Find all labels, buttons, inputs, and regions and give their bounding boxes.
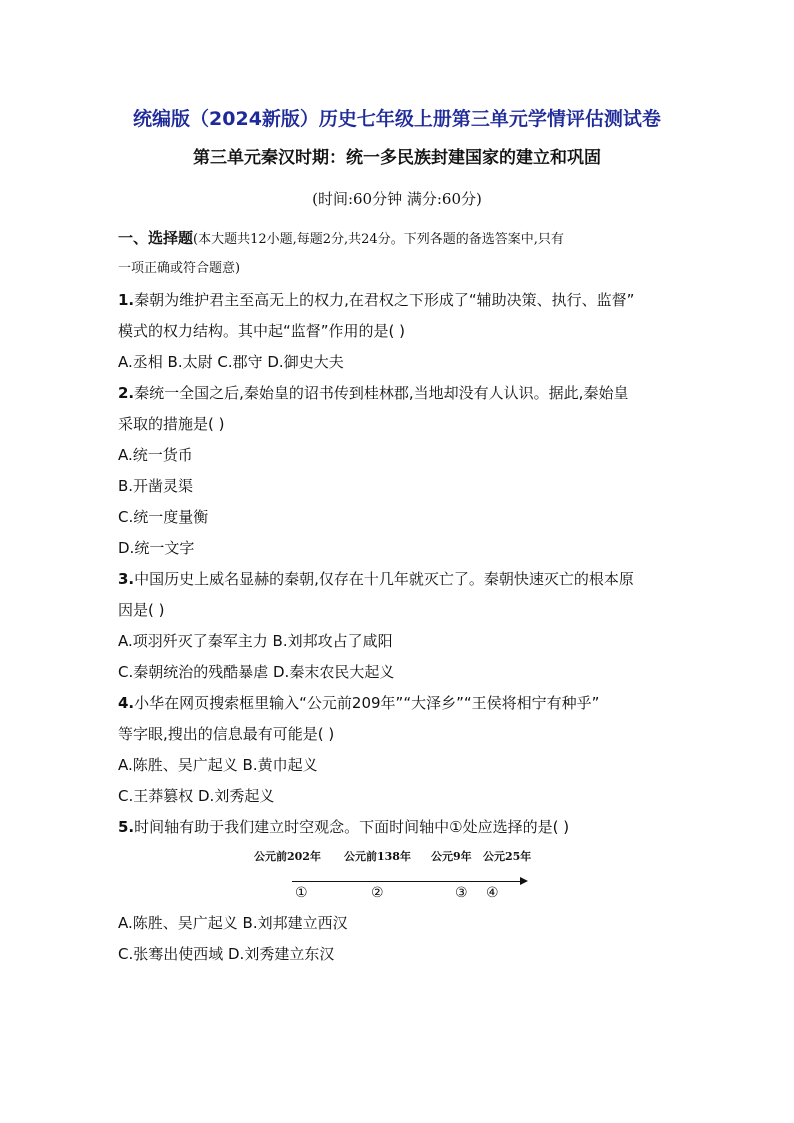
question-2-option-c: C.统一度量衡 (118, 508, 209, 526)
timeline-label-4: 公元25年 (483, 850, 532, 863)
question-2-option-b: B.开凿灵渠 (118, 477, 194, 495)
question-3-number: 3. (118, 570, 135, 588)
timeline-marker-4: ④ (486, 885, 499, 901)
question-4-text-1: 小华在网页搜索框里输入“公元前209年”“大泽乡”“王侯将相宁有种乎” (134, 694, 600, 712)
section-instruction-1: (本大题共12小题,每题2分,共24分。下列各题的备选答案中,只有 (193, 232, 564, 247)
question-2-option-a: A.统一货币 (118, 446, 193, 464)
timeline-marker-3: ③ (455, 885, 468, 901)
question-1-options: A.丞相 B.太尉 C.郡守 D.御史大夫 (118, 353, 344, 371)
question-4-number: 4. (118, 694, 135, 712)
timeline-marker-1: ① (295, 885, 308, 901)
timeline-label-2: 公元前138年 (344, 850, 411, 863)
question-3-options-ab: A.项羽歼灭了秦军主力 B.刘邦攻占了咸阳 (118, 632, 393, 650)
question-4-options-ab: A.陈胜、吴广起义 B.黄巾起义 (118, 756, 318, 774)
question-2-line-1 (118, 382, 688, 404)
question-5-line-1 (118, 816, 688, 838)
timeline-arrow-icon (520, 877, 528, 885)
unit-subtitle: 第三单元秦汉时期：统一多民族封建国家的建立和巩固 (193, 148, 601, 168)
timeline-figure (240, 848, 540, 908)
time-and-score: (时间:60分钟 满分:60分) (312, 190, 482, 208)
question-1-number: 1. (118, 291, 135, 309)
question-3-line-1 (118, 568, 688, 590)
question-2-text-2: 采取的措施是( ) (118, 415, 225, 433)
section-heading-line (118, 227, 688, 251)
question-3-text-1: 中国历史上威名显赫的秦朝,仅存在十几年就灭亡了。秦朝快速灭亡的根本原 (134, 570, 634, 588)
question-1-text-2: 模式的权力结构。其中起“监督”作用的是( ) (118, 322, 406, 340)
timeline-marker-2: ② (371, 885, 384, 901)
timeline-axis (292, 881, 524, 882)
timeline-label-3: 公元9年 (431, 850, 472, 863)
question-3-options-cd: C.秦朝统治的残酷暴虐 D.秦末农民大起义 (118, 663, 395, 681)
question-4-line-1 (118, 692, 688, 714)
question-4-options-cd: C.王莽篡权 D.刘秀起义 (118, 787, 275, 805)
timeline-label-1: 公元前202年 (254, 850, 321, 863)
question-2-number: 2. (118, 384, 135, 402)
question-5-options-ab: A.陈胜、吴广起义 B.刘邦建立西汉 (118, 914, 348, 932)
section-instruction-2: 一项正确或符合题意) (118, 261, 241, 276)
question-5-number: 5. (118, 818, 135, 836)
section-heading: 一、选择题 (118, 229, 194, 247)
question-5-text-1: 时间轴有助于我们建立时空观念。下面时间轴中①处应选择的是( ) (134, 818, 570, 836)
question-4-text-2: 等字眼,搜出的信息最有可能是( ) (118, 725, 335, 743)
question-5-options-cd: C.张骞出使西域 D.刘秀建立东汉 (118, 945, 335, 963)
question-3-text-2: 因是( ) (118, 601, 165, 619)
question-2-text-1: 秦统一全国之后,秦始皇的诏书传到桂林郡,当地却没有人认识。据此,秦始皇 (134, 384, 629, 402)
question-1-text-1: 秦朝为维护君主至高无上的权力,在君权之下形成了“辅助决策、执行、监督” (134, 291, 635, 309)
exam-title: 统编版（2024新版）历史七年级上册第三单元学情评估测试卷 (133, 108, 661, 130)
question-1-line-1 (118, 289, 688, 311)
question-2-option-d: D.统一文字 (118, 539, 195, 557)
